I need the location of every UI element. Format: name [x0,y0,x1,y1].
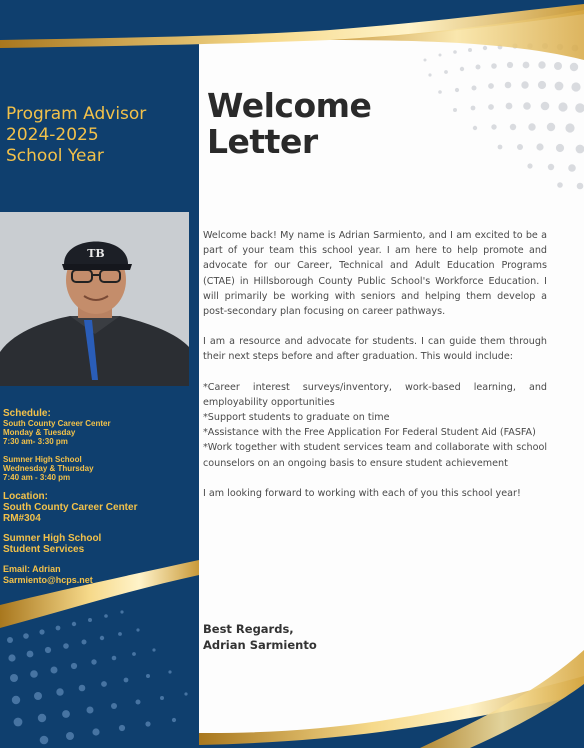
schedule-line: South County Career Center [3,419,111,428]
closing-paragraph: I am looking forward to working with each of you this school year! [203,487,521,499]
location-line: RM#304 [3,513,41,524]
contact-info [3,408,193,586]
dot-pattern-sidebar [7,610,188,744]
paragraph: I am a resource and advocate for students. I can guide them through their next steps before and after graduation. This would include: [203,336,547,363]
list-item: *Work together with student services team and collaborate with school counselors on an ongoing basis to ensure student achievement [203,442,547,469]
list-item: *Support students to graduate on time [203,412,390,424]
list-item: *Career interest surveys/inventory, work-based learning, and employability opportunities [203,381,547,408]
signature-block [203,621,317,653]
schedule-heading: Schedule: [3,408,51,419]
location-heading: Location: [3,491,48,502]
schedule-line: Wednesday & Thursday [3,464,94,473]
signature-name: Adrian Sarmiento [203,638,317,652]
sign-off: Best Regards, [203,622,294,636]
title-line: School Year [6,146,104,166]
page-title [207,88,371,160]
email-line: Email: Adrian [3,564,61,574]
title-line: Letter [207,122,318,161]
title-line: 2024-2025 [6,125,99,145]
title-line: Welcome [207,86,372,125]
location-line: Student Services [3,544,85,555]
advisor-photo [0,212,189,386]
letter-body [203,228,547,516]
title-line: Program Advisor [6,104,147,124]
list-item: *Assistance with the Free Application For Federal Student Aid (FASFA) [203,427,536,439]
schedule-line: 7:40 am - 3:40 pm [3,473,71,482]
paragraph: Welcome back! My name is Adrian Sarmiento, and I am excited to be a part of your team this school year. I am here to help promote and advocate for our Career, Technical and Adult Education Programs (CTAE) in Hillsborough County Public School's Workforce Education. I will primarily be working with seniors and helping them develop a post-secondary plan focusing on career pathways. [203,230,547,318]
email-address: Sarmiento@hcps.net [3,575,93,585]
schedule-line: Sumner High School [3,455,82,464]
location-line: Sumner High School [3,533,102,544]
program-advisor-title [6,104,196,167]
svg-text:TB: TB [87,247,105,260]
schedule-line: Monday & Tuesday [3,428,76,437]
location-line: South County Career Center [3,502,138,513]
schedule-line: 7:30 am- 3:30 pm [3,437,68,446]
services-list [203,380,547,471]
